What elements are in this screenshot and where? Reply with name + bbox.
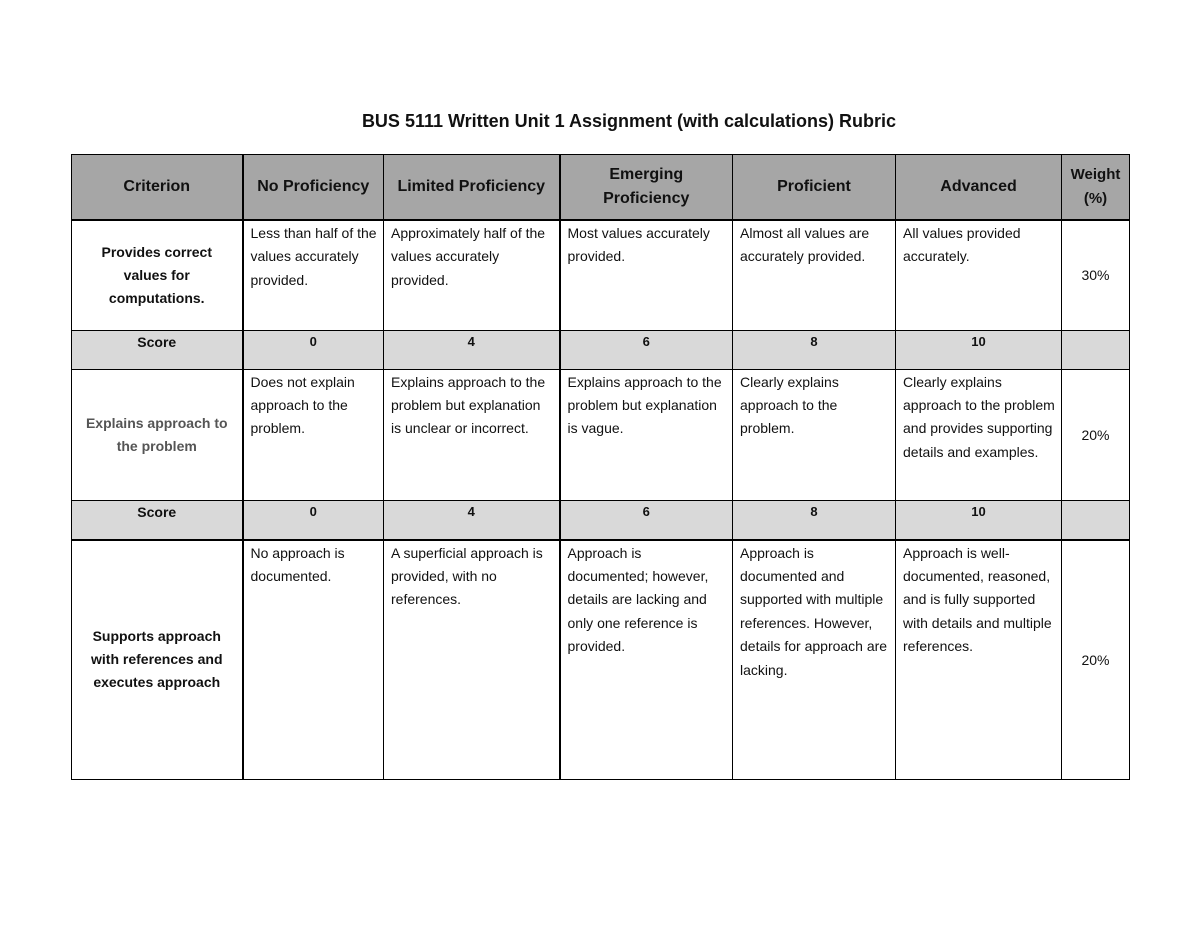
weight-cell: 30%: [1062, 220, 1130, 330]
score-value: 10: [896, 500, 1062, 540]
proficient-cell: Clearly explains approach to the problem.: [733, 369, 896, 500]
limited-proficiency-cell: Approximately half of the values accurately provided.: [384, 220, 560, 330]
criterion-label: Supports approach with references and executes approach: [72, 540, 243, 780]
score-weight-empty: [1062, 330, 1130, 369]
emerging-proficiency-cell: Most values accurately provided.: [560, 220, 733, 330]
header-emerging-proficiency: Emerging Proficiency: [560, 155, 733, 221]
criterion-row-references: [72, 540, 1130, 780]
header-row: [72, 155, 1130, 221]
limited-proficiency-cell: A superficial approach is provided, with no references.: [384, 540, 560, 780]
emerging-proficiency-cell: Explains approach to the problem but explanation is vague.: [560, 369, 733, 500]
header-advanced: Advanced: [896, 155, 1062, 221]
header-criterion: Criterion: [72, 155, 243, 221]
header-weight: Weight (%): [1062, 155, 1130, 221]
score-value: 10: [896, 330, 1062, 369]
criterion-row-approach: [72, 369, 1130, 500]
advanced-cell: Clearly explains approach to the problem and provides supporting details and examples.: [896, 369, 1062, 500]
score-value: 4: [384, 330, 560, 369]
no-proficiency-cell: Less than half of the values accurately provided.: [243, 220, 384, 330]
no-proficiency-cell: No approach is documented.: [243, 540, 384, 780]
header-proficient: Proficient: [733, 155, 896, 221]
score-label: Score: [72, 500, 243, 540]
no-proficiency-cell: Does not explain approach to the problem.: [243, 369, 384, 500]
header-no-proficiency: No Proficiency: [243, 155, 384, 221]
criterion-row-values: [72, 220, 1130, 330]
score-row: [72, 500, 1130, 540]
limited-proficiency-cell: Explains approach to the problem but explanation is unclear or incorrect.: [384, 369, 560, 500]
proficient-cell: Almost all values are accurately provided.: [733, 220, 896, 330]
score-value: 4: [384, 500, 560, 540]
score-value: 8: [733, 330, 896, 369]
score-value: 0: [243, 330, 384, 369]
weight-cell: 20%: [1062, 369, 1130, 500]
criterion-label: Provides correct values for computations.: [72, 220, 243, 330]
page-title: BUS 5111 Written Unit 1 Assignment (with calculations) Rubric: [361, 111, 897, 131]
score-value: 0: [243, 500, 384, 540]
rubric-table: [71, 154, 1130, 780]
criterion-label: Explains approach to the problem: [72, 369, 243, 500]
score-label: Score: [72, 330, 243, 369]
advanced-cell: Approach is well-documented, reasoned, and is fully supported with details and multiple references.: [896, 540, 1062, 780]
score-weight-empty: [1062, 500, 1130, 540]
score-row: [72, 330, 1130, 369]
proficient-cell: Approach is documented and supported with multiple references. However, details for approach are lacking.: [733, 540, 896, 780]
score-value: 8: [733, 500, 896, 540]
advanced-cell: All values provided accurately.: [896, 220, 1062, 330]
header-limited-proficiency: Limited Proficiency: [384, 155, 560, 221]
score-value: 6: [560, 330, 733, 369]
emerging-proficiency-cell: Approach is documented; however, details are lacking and only one reference is provided.: [560, 540, 733, 780]
weight-cell: 20%: [1062, 540, 1130, 780]
score-value: 6: [560, 500, 733, 540]
